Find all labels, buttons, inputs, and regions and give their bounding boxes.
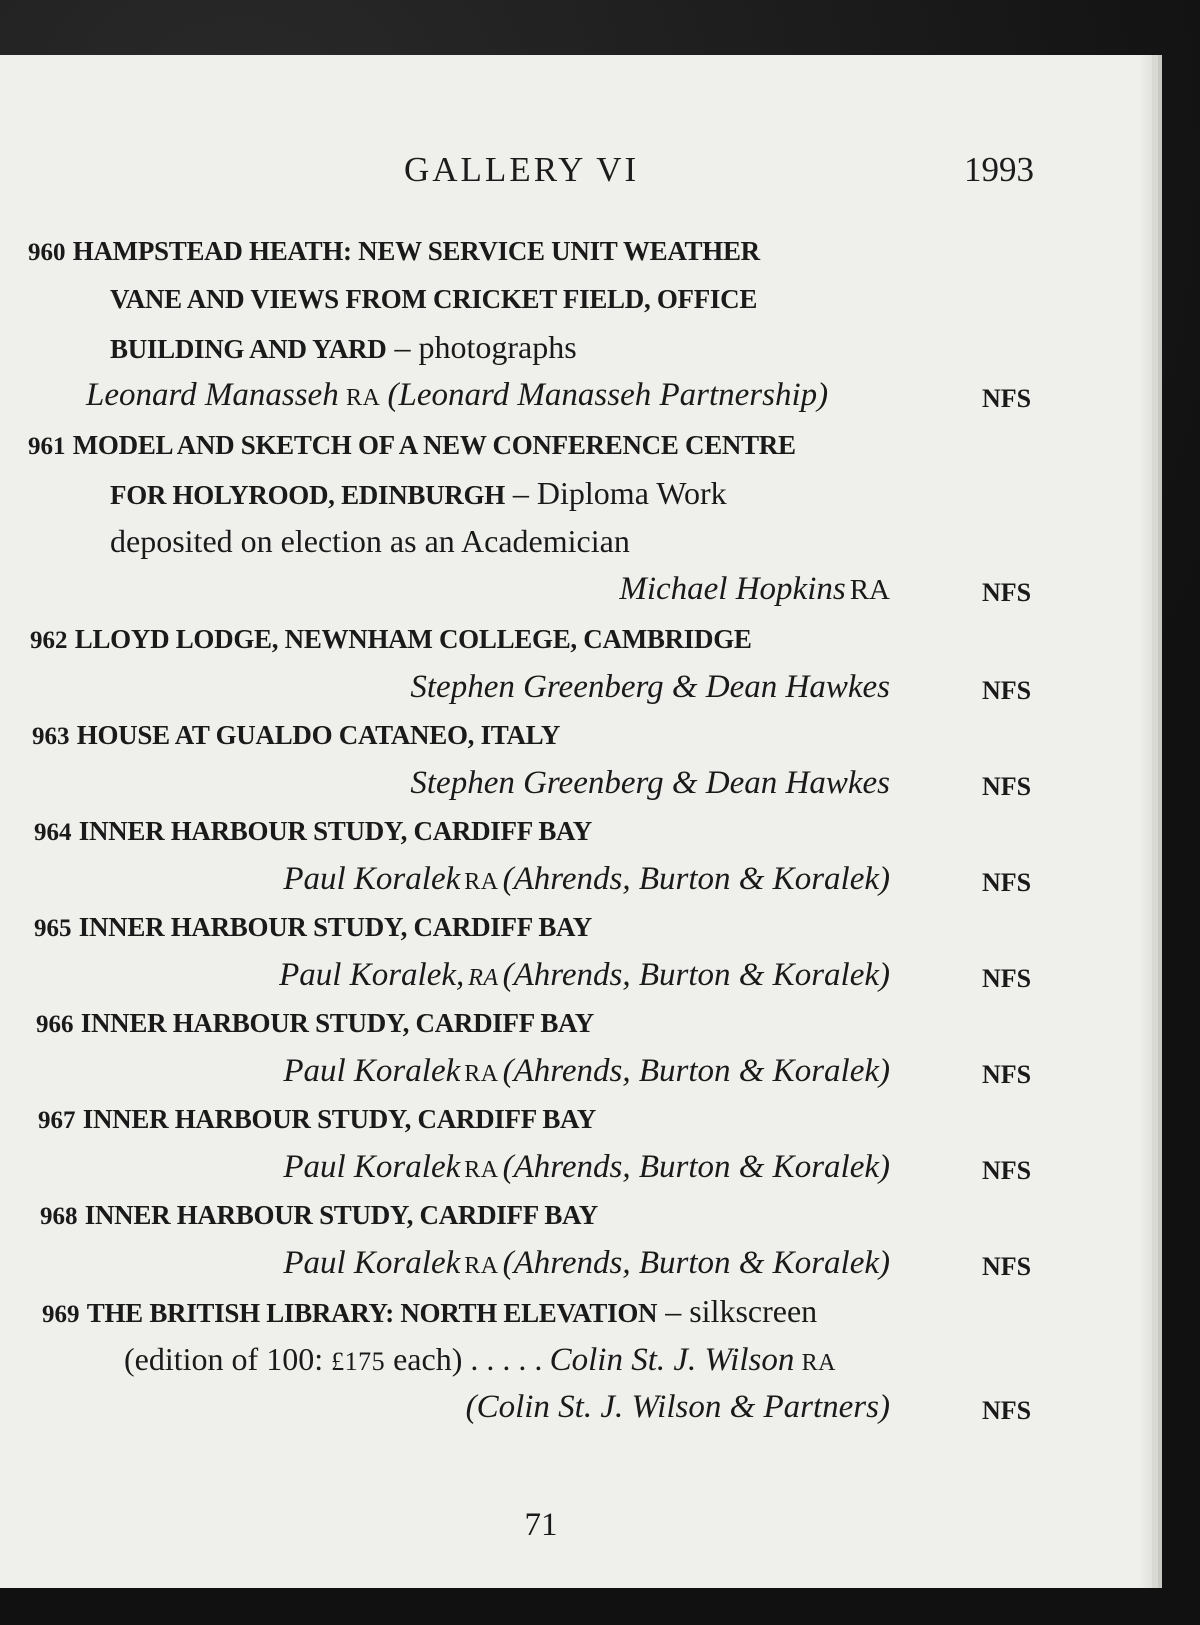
ra-suffix: RA <box>849 574 890 606</box>
entry-title: THE BRITISH LIBRARY: NORTH ELEVATION <box>86 1298 658 1328</box>
firm-name: (Ahrends, Burton & Koralek) <box>502 1245 890 1281</box>
entry-966-credit <box>283 1053 890 1095</box>
entry-title: HOUSE AT GUALDO CATANEO, ITALY <box>76 720 561 750</box>
entry-medium: silkscreen <box>689 1293 818 1329</box>
ra-suffix: RA <box>464 869 499 895</box>
entry-967-credit <box>283 1149 890 1191</box>
artist-name: Stephen Greenberg & Dean Hawkes <box>410 669 890 705</box>
price-nfs: NFS <box>982 1252 1032 1281</box>
entry-963-credit <box>410 765 890 807</box>
entry-966-title <box>36 1005 594 1045</box>
ra-suffix: RA <box>801 1350 836 1376</box>
ra-suffix: RA <box>464 1253 499 1279</box>
entry-title: INNER HARBOUR STUDY, CARDIFF BAY <box>78 912 592 942</box>
firm-name: (Leonard Manasseh Partnership) <box>387 377 829 413</box>
entry-medium: Diploma Work <box>536 475 727 511</box>
firm-name: (Ahrends, Burton & Koralek) <box>502 957 890 993</box>
entry-medium: photographs <box>418 329 577 365</box>
entry-969-title <box>42 1293 817 1333</box>
catalogue-page <box>0 55 1152 1588</box>
entry-965-credit <box>279 957 890 999</box>
ra-suffix: RA <box>468 965 499 991</box>
edition-text: (edition of 100: <box>124 1341 332 1377</box>
price-nfs: NFS <box>982 1060 1032 1089</box>
price-nfs: NFS <box>982 868 1032 897</box>
entry-number: 963 <box>32 723 70 750</box>
price-nfs: NFS <box>982 772 1032 801</box>
entry-962-credit <box>410 669 890 711</box>
artist-name: Stephen Greenberg & Dean Hawkes <box>410 765 890 801</box>
entry-title: HAMPSTEAD HEATH: NEW SERVICE UNIT WEATHER <box>72 236 760 266</box>
entry-number: 966 <box>36 1011 74 1038</box>
entry-number: 962 <box>30 627 68 654</box>
entry-title: FOR HOLYROOD, EDINBURGH <box>110 480 505 510</box>
entry-969-edition <box>124 1341 836 1381</box>
entry-968-credit <box>283 1245 890 1287</box>
firm-name: (Ahrends, Burton & Koralek) <box>502 1149 890 1185</box>
price-nfs: NFS <box>982 676 1032 705</box>
entry-title: INNER HARBOUR STUDY, CARDIFF BAY <box>82 1104 596 1134</box>
entry-title: INNER HARBOUR STUDY, CARDIFF BAY <box>78 816 592 846</box>
artist-name: Leonard Manasseh <box>86 377 339 413</box>
entry-964-title <box>34 813 592 853</box>
entry-title: INNER HARBOUR STUDY, CARDIFF BAY <box>84 1200 598 1230</box>
year: 1993 <box>964 150 1034 189</box>
entry-967-title <box>38 1101 596 1141</box>
price-nfs: NFS <box>982 964 1032 993</box>
edition-text: each) . . . . . <box>385 1341 543 1377</box>
entry-960-credit <box>86 377 828 417</box>
page-number: 71 <box>524 1507 558 1543</box>
entry-number: 967 <box>38 1107 76 1134</box>
entry-number: 961 <box>28 433 66 460</box>
artist-name: Paul Koralek <box>283 1053 461 1089</box>
artist-name: Paul Koralek <box>283 861 461 897</box>
entry-960-title-line-2 <box>110 281 757 321</box>
entry-963-title <box>32 717 560 757</box>
running-header <box>0 150 1152 194</box>
entry-961-credit <box>619 571 890 613</box>
ra-suffix: RA <box>345 385 381 411</box>
entry-961-note <box>110 523 630 563</box>
entry-title: LLOYD LODGE, NEWNHAM COLLEGE, CAMBRIDGE <box>74 624 752 654</box>
dash: – <box>657 1293 690 1329</box>
price-nfs: NFS <box>982 384 1032 413</box>
artist-name: Paul Koralek, <box>279 957 465 993</box>
entry-961-title-line-2 <box>110 475 727 515</box>
firm-name: (Colin St. J. Wilson & Partners) <box>465 1389 890 1425</box>
entry-965-title <box>34 909 592 949</box>
entry-title: MODEL AND SKETCH OF A NEW CONFERENCE CENTRE <box>72 430 796 460</box>
artist-name: Paul Koralek <box>283 1149 461 1185</box>
entry-number: 965 <box>34 915 72 942</box>
entry-number: 968 <box>40 1203 78 1230</box>
entry-960-title-line-3 <box>110 329 577 369</box>
entry-962-title <box>30 621 752 661</box>
gallery-title: GALLERY VI <box>404 150 640 189</box>
ra-suffix: RA <box>464 1157 499 1183</box>
entry-964-credit <box>283 861 890 903</box>
entry-number: 960 <box>28 239 66 266</box>
artist-name: Michael Hopkins <box>619 571 846 607</box>
firm-name: (Ahrends, Burton & Koralek) <box>502 1053 890 1089</box>
price-nfs: NFS <box>982 1396 1032 1425</box>
entry-note: deposited on election as an Academician <box>110 523 630 559</box>
price-nfs: NFS <box>982 578 1032 607</box>
dash: – <box>504 475 537 511</box>
firm-name: (Ahrends, Burton & Koralek) <box>502 861 890 897</box>
entry-title: BUILDING AND YARD <box>110 334 387 364</box>
entry-961-title-line-1 <box>28 427 796 467</box>
entry-969-firm <box>466 1389 890 1431</box>
entry-968-title <box>40 1197 598 1237</box>
artist-name: Paul Koralek <box>283 1245 461 1281</box>
ra-suffix: RA <box>464 1061 499 1087</box>
entry-960-title-line-1 <box>28 233 760 273</box>
entry-number: 969 <box>42 1301 80 1328</box>
entry-number: 964 <box>34 819 72 846</box>
price-nfs: NFS <box>982 1156 1032 1185</box>
edition-price: £175 <box>331 1347 386 1376</box>
artist-name: Colin St. J. Wilson <box>549 1342 795 1378</box>
entry-title: VANE AND VIEWS FROM CRICKET FIELD, OFFICE <box>110 284 758 314</box>
entry-title: INNER HARBOUR STUDY, CARDIFF BAY <box>80 1008 594 1038</box>
dash: – <box>386 329 419 365</box>
